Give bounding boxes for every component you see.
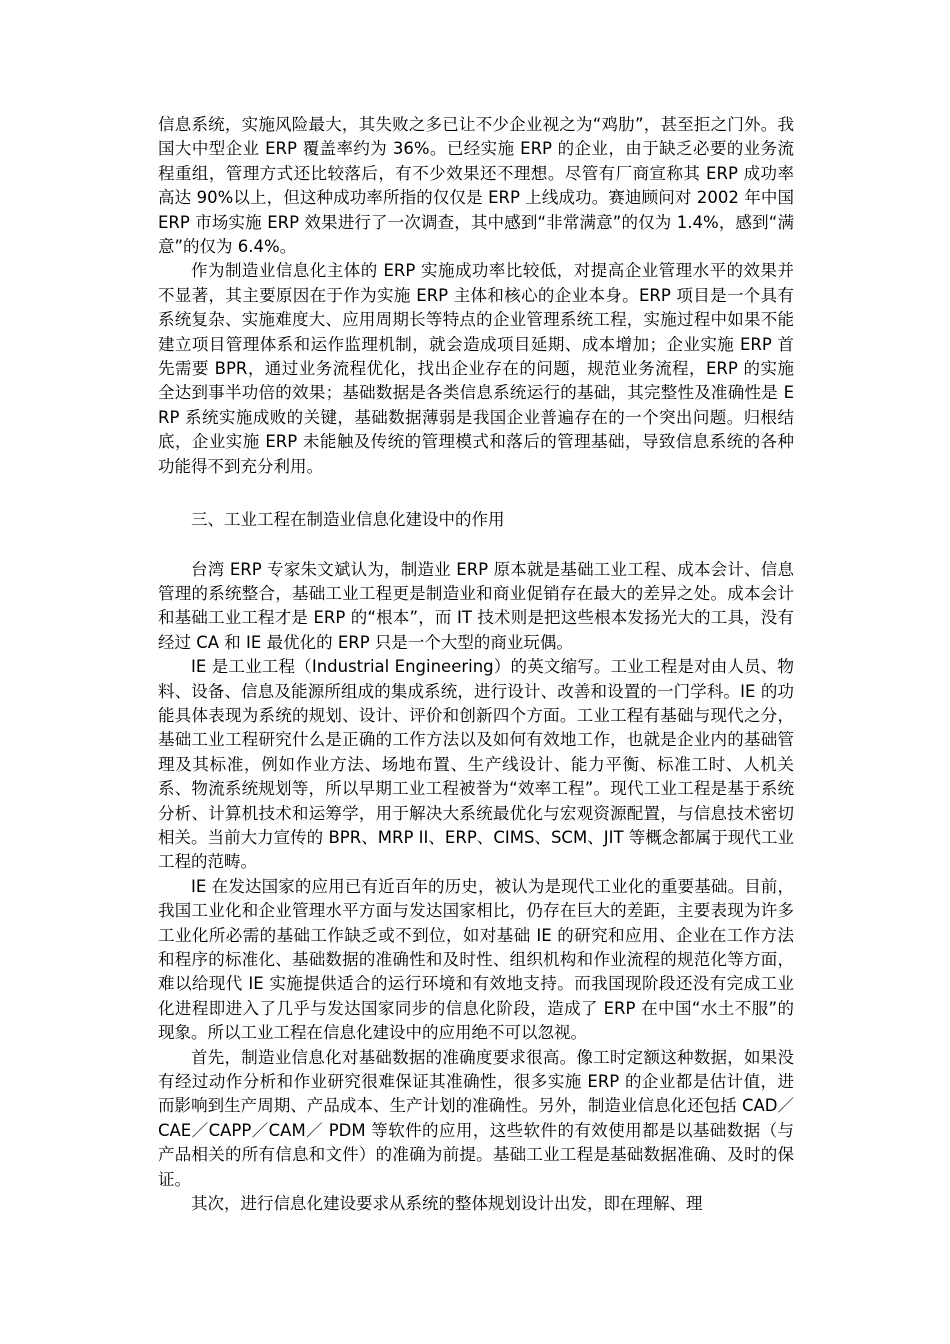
body-paragraph: 其次，进行信息化建设要求从系统的整体规划设计出发，即在理解、理 xyxy=(191,1194,703,1214)
body-paragraph: 信息系统，实施风险最大，其失败之多已让不少企业视之为“鸡肋”，甚至拒之门外。我国大中型企业 ERP 覆盖率约为 36%。已经实施 ERP 的企业，由于缺乏必要的业务流程重组，管理方式还比较落后，有不少效果还不理想。尽管有厂商宣称其 ERP 成功率高达 90%以上，但这种成功率所指的仅仅是 ERP 上线成功。赛迪顾问对 2002 年中国 ERP 市场实施 ERP 效果进行了一次调查，其中感到“非常满意”的仅为 1.4%，感到“满意”的仅为 6.4%。 xyxy=(158,115,794,257)
body-paragraph: IE 在发达国家的应用已有近百年的历史，被认为是现代工业化的重要基础。目前，我国工业化和企业管理水平方面与发达国家相比，仍存在巨大的差距，主要表现为许多工业化所必需的基础工作缺乏或不到位，如对基础 IE 的研究和应用、企业在工作方法和程序的标准化、基础数据的准确性和及时性、组织机构和作业流程的规范化等方面，难以给现代 IE 实施提供适合的运行环境和有效地支持。而我国现阶段还没有完成工业化进程即进入了几乎与发达国家同步的信息化阶段，造成了 ERP 在中国“水土不服”的现象。所以工业工程在信息化建设中的应用绝不可以忽视。 xyxy=(158,876,794,1043)
document-page xyxy=(158,113,794,1216)
section-heading: 三、工业工程在制造业信息化建设中的作用 xyxy=(191,510,505,530)
body-paragraph: 作为制造业信息化主体的 ERP 实施成功率比较低，对提高企业管理水平的效果并不显著，其主要原因在于作为实施 ERP 主体和核心的企业本身。ERP 项目是一个具有系统复杂、实施难度大、应用周期长等特点的企业管理系统工程，实施过程中如果不能建立项目管理体系和运作监理机制，就会造成项目延期、成本增加；企业实施 ERP 首先需要 BPR，通过业务流程优化，找出企业存在的问题，规范业务流程，ERP 的实施全达到事半功倍的效果；基础数据是各类信息系统运行的基础，其完整性及准确性是 ERP 系统实施成败的关键，基础数据薄弱是我国企业普遍存在的一个突出问题。归根结底，企业实施 ERP 未能触及传统的管理模式和落后的管理基础，导致信息系统的各种功能得不到充分利用。 xyxy=(158,261,794,476)
body-paragraph: 台湾 ERP 专家朱文斌认为，制造业 ERP 原本就是基础工业工程、成本会计、信息管理的系统整合，基础工业工程更是制造业和商业促销存在最大的差异之处。成本会计和基础工业工程才是 ERP 的“根本”，而 IT 技术则是把这些根本发扬光大的工具，没有经过 CA 和 IE 最优化的 ERP 只是一个大型的商业玩偶。 xyxy=(158,559,794,652)
body-paragraph: IE 是工业工程（Industrial Engineering）的英文缩写。工业工程是对由人员、物料、设备、信息及能源所组成的集成系统，进行设计、改善和设置的一门学科。IE 的功能具体表现为系统的规划、设计、评价和创新四个方面。工业工程有基础与现代之分，基础工业工程研究什么是正确的工作方法以及如何有效地工作，也就是企业内的基础管理及其标准，例如作业方法、场地布置、生产线设计、能力平衡、标准工时、人机关系、物流系统规划等，所以早期工业工程被誉为“效率工程”。现代工业工程是基于系统分析、计算机技术和运筹学，用于解决大系统最优化与宏观资源配置，与信息技术密切相关。当前大力宣传的 BPR、MRP II、ERP、CIMS、SCM、JIT 等概念都属于现代工业工程的范畴。 xyxy=(158,657,794,872)
body-paragraph: 首先，制造业信息化对基础数据的准确度要求很高。像工时定额这种数据，如果没有经过动作分析和作业研究很难保证其准确性，很多实施 ERP 的企业都是估计值，进而影响到生产周期、产品成本、生产计划的准确性。另外，制造业信息化还包括 CAD／CAE／CAPP／CAM／ PDM 等软件的应用，这些软件的有效使用都是以基础数据（与产品相关的所有信息和文件）的准确为前提。基础工业工程是基础数据准确、及时的保证。 xyxy=(158,1047,794,1189)
